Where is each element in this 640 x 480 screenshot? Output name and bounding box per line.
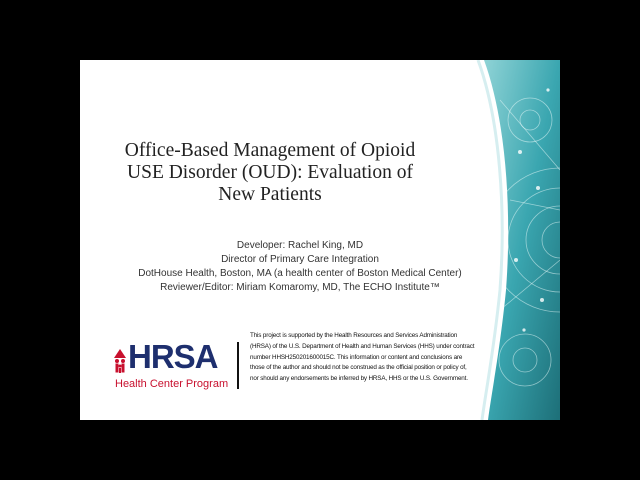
- credit-line: Developer: Rachel King, MD: [236, 240, 364, 251]
- slide: [80, 60, 560, 420]
- title-line: New Patients: [218, 184, 322, 205]
- divider: [237, 342, 239, 389]
- credit-line: DotHouse Health, Boston, MA (a health center of Boston Medical Center): [138, 268, 462, 279]
- disclaimer-line: This project is supported by the Health Resources and Services Administration: [250, 332, 458, 339]
- hrsa-logo: [113, 338, 229, 393]
- disclaimer-line: (HRSA) of the U.S. Department of Health and Human Services (HHS) under contract: [250, 342, 475, 350]
- credit-line: Reviewer/Editor: Miriam Komaromy, MD, The ECHO Institute™: [160, 282, 440, 293]
- credits: [120, 239, 480, 295]
- title-line: Office-Based Management of Opioid: [124, 140, 416, 161]
- disclaimer-line: those of the author and should not be construed as the official position or policy of,: [250, 364, 467, 372]
- slide-title: [120, 140, 420, 206]
- title-line: USE Disorder (OUD): Evaluation of: [127, 162, 413, 183]
- disclaimer-line: nor should any endorsements be inferred by HRSA, HHS or the U.S. Government.: [250, 375, 468, 383]
- hrsa-tagline: Health Center Program: [115, 378, 229, 390]
- hrsa-wordmark: HRSA: [128, 338, 218, 375]
- disclaimer: [250, 331, 480, 385]
- family-icon: [113, 344, 127, 378]
- credit-line: Director of Primary Care Integration: [221, 254, 379, 265]
- disclaimer-line: number HHSH250201600015C. This information or content and conclusions are: [250, 353, 463, 361]
